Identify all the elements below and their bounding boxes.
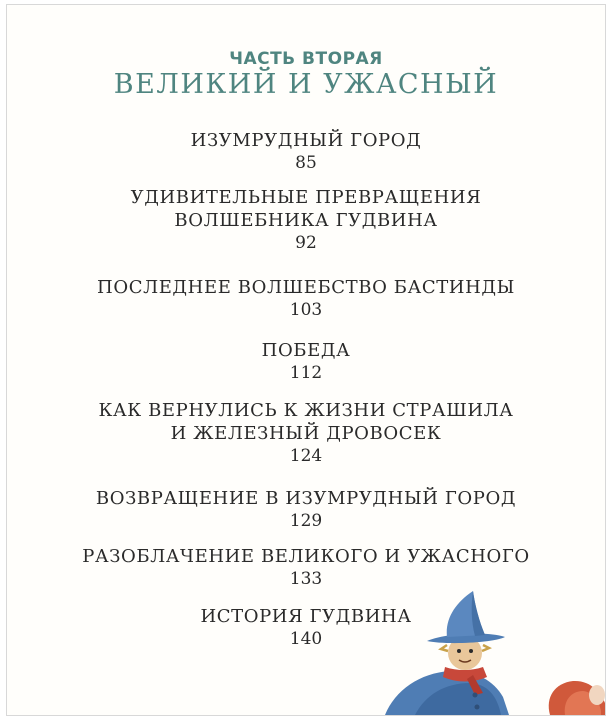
chapter-page-number: 85 (295, 153, 317, 173)
chapter-title: ИСТОРИЯ ГУДВИНА (200, 606, 412, 627)
chapter-title: ПОБЕДА (261, 340, 351, 361)
chapter-page-number: 112 (289, 363, 323, 383)
toc-entry (7, 186, 605, 254)
toc-entry (7, 545, 605, 590)
chapter-title: РАЗОБЛАЧЕНИЕ ВЕЛИКОГО И УЖАСНОГО (82, 546, 530, 567)
chapter-title: ПОСЛЕДНЕЕ ВОЛШЕБСТВО БАСТИНДЫ (97, 277, 515, 298)
chapter-page-number: 133 (289, 569, 323, 589)
chapter-title: ВОЗВРАЩЕНИЕ В ИЗУМРУДНЫЙ ГОРОД (95, 488, 517, 509)
chapter-title: КАК ВЕРНУЛИСЬ К ЖИЗНИ СТРАШИЛА (98, 400, 514, 421)
scarecrow-illustration (375, 585, 605, 715)
toc-entry (7, 399, 605, 467)
chapter-title-line2: ВОЛШЕБНИКА ГУДВИНА (174, 210, 438, 231)
chapter-page-number: 124 (289, 446, 323, 466)
toc-entry (7, 276, 605, 321)
toc-entry (7, 339, 605, 384)
chapter-title: ИЗУМРУДНЫЙ ГОРОД (190, 130, 422, 151)
eye-right (469, 649, 473, 653)
toc-entry (7, 487, 605, 532)
eye-left (457, 649, 461, 653)
book-page (6, 4, 606, 716)
toc-entry (7, 129, 605, 174)
part-title: ВЕЛИКИЙ И УЖАСНЫЙ (113, 69, 499, 100)
chapter-page-number: 129 (289, 511, 323, 531)
chapter-title: УДИВИТЕЛЬНЫЕ ПРЕВРАЩЕНИЯ (130, 187, 482, 208)
side-figure-face (589, 685, 605, 705)
chapter-page-number: 140 (289, 629, 323, 649)
chapter-page-number: 103 (289, 300, 323, 320)
coat-button (473, 693, 478, 698)
hat-shade (472, 591, 485, 636)
coat-button (475, 705, 480, 710)
chapter-page-number: 92 (295, 233, 317, 253)
part-label: ЧАСТЬ ВТОРАЯ (229, 49, 383, 69)
chapter-title-line2: И ЖЕЛЕЗНЫЙ ДРОВОСЕК (170, 423, 442, 444)
